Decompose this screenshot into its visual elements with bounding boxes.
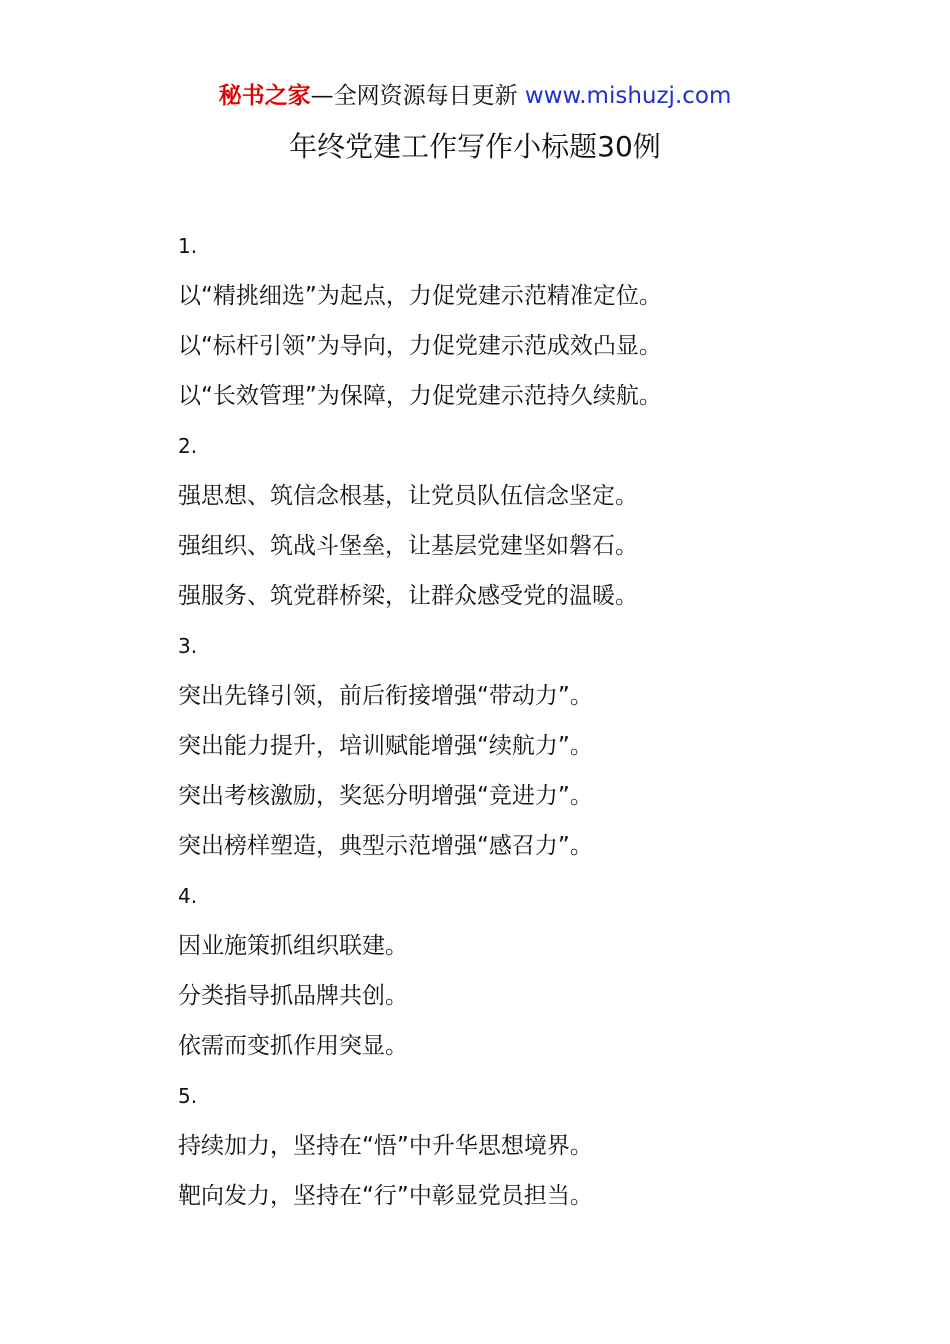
document-title: 年终党建工作写作小标题30例	[289, 130, 661, 163]
section-line: 突出考核激励，奖惩分明增强“竞进力”。	[178, 783, 593, 809]
document-body	[178, 227, 898, 1227]
section-line: 突出先锋引领，前后衔接增强“带动力”。	[178, 683, 593, 709]
section-line: 以“长效管理”为保障，力促党建示范持久续航。	[178, 383, 662, 409]
section-line: 因业施策抓组织联建。	[178, 933, 408, 959]
section-line: 依需而变抓作用突显。	[178, 1033, 408, 1059]
section-line: 分类指导抓品牌共创。	[178, 983, 408, 1009]
section-line: 持续加力，坚持在“悟”中升华思想境界。	[178, 1133, 593, 1159]
section-number: 4.	[178, 884, 198, 908]
site-brand: 秘书之家	[218, 83, 311, 109]
section-line: 靶向发力，坚持在“行”中彰显党员担当。	[178, 1183, 593, 1209]
section-number: 2.	[178, 434, 198, 458]
section-number: 3.	[178, 634, 198, 658]
section-line: 以“精挑细选”为起点，力促党建示范精准定位。	[178, 283, 662, 309]
site-url-link[interactable]: www.mishuzj.com	[524, 83, 732, 109]
section-line: 以“标杆引领”为导向，力促党建示范成效凸显。	[178, 333, 662, 359]
section-line: 强思想、筑信念根基，让党员队伍信念坚定。	[178, 483, 638, 509]
section-line: 突出榜样塑造，典型示范增强“感召力”。	[178, 833, 593, 859]
section-number: 1.	[178, 234, 198, 258]
section-line: 强组织、筑战斗堡垒，让基层党建坚如磐石。	[178, 533, 638, 559]
site-header	[0, 80, 950, 112]
section-number: 5.	[178, 1084, 198, 1108]
section-line: 突出能力提升，培训赋能增强“续航力”。	[178, 733, 593, 759]
section-line: 强服务、筑党群桥梁，让群众感受党的温暖。	[178, 583, 638, 609]
site-tagline: —全网资源每日更新	[310, 83, 518, 109]
